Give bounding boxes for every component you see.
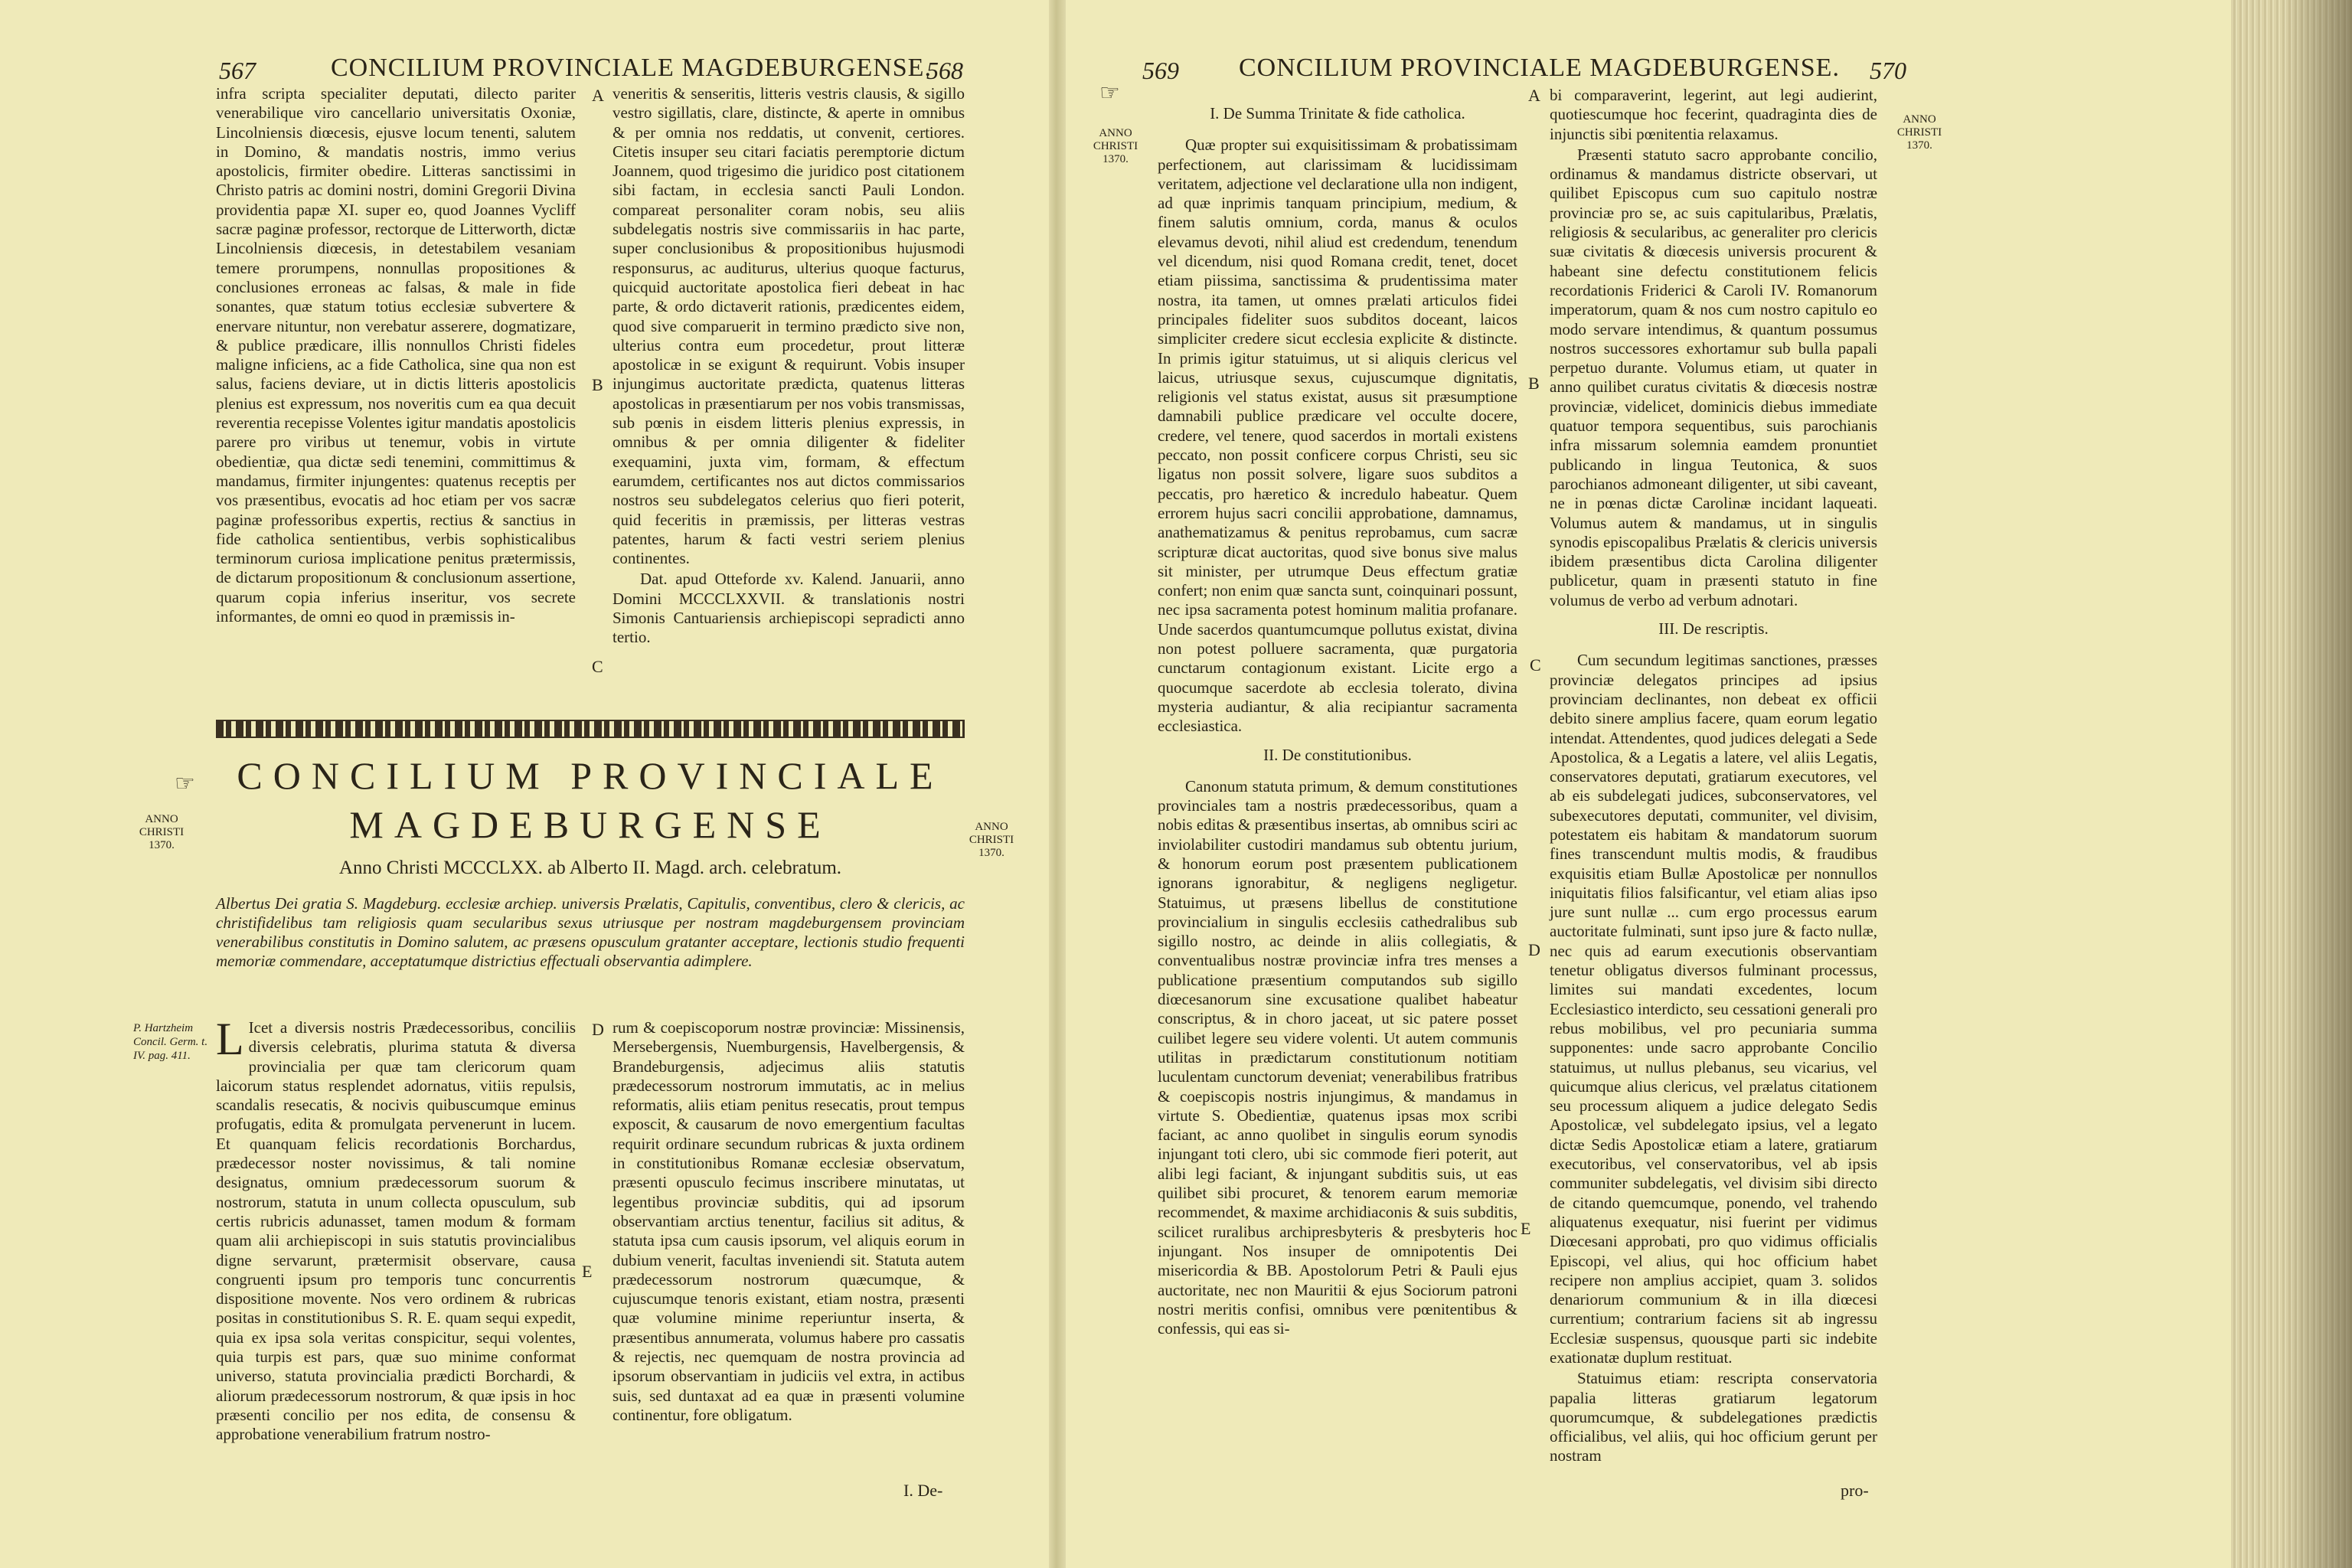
heading-constitutionibus: II. De constitutionibus.: [1263, 745, 1412, 764]
text-block: Statuimus etiam: rescripta conservatoria papalia litteras gratiarum legatorum quorumcumque, & subdelegationes prædictis officialibus, vel aliis, qui hoc officium gerunt per nostram: [1550, 1369, 1877, 1465]
running-header-left: CONCILIUM PROVINCIALE MAGDEBURGENSE.: [331, 54, 932, 82]
left-column-a-top: [216, 84, 576, 628]
margin-letter-a: A: [1528, 86, 1540, 105]
right-column-b: [1550, 86, 1877, 1468]
page-number-569: 569: [1142, 57, 1179, 84]
anno-christi-left: ANNO CHRISTI 1370.: [1093, 127, 1138, 165]
col-a-item: [1158, 136, 1517, 736]
margin-letter-d: D: [1528, 940, 1540, 959]
right-column-a: [1158, 95, 1517, 1340]
col-b-item: [1550, 145, 1877, 610]
page-number-570: 570: [1870, 57, 1906, 84]
catchword: I. De-: [903, 1481, 943, 1500]
catchword: pro-: [1841, 1481, 1869, 1500]
section-title-line-2: MAGDEBURGENSE: [349, 803, 831, 846]
section-subtitle: Anno Christi MCCCLXX. ab Alberto II. Magd. arch. celebratum.: [338, 858, 842, 878]
text-block: Cum secundum legitimas sanctiones, præsses provinciæ delegatos principes ad ipsius provinciam declinantes, non debeat ex officii debito sinere amplius facere, quam eorum legatio intendat. Attendentes, quod judices delegati a Sede Apostolica, & a Legatis a latere, vel aliis Legatis, conservatores deputati, gratiarum executores, vel ab eis subdelegati judices, subconservatores, vel subexecutores deputati, communiter, vel divisim, potestatem eis habitam & mandatorum suorum fines transcendunt multis modis, & fraudibus exquisitis etiam Bullæ Apostolicæ per nonnullos iniquitatis filios falsificantur, vel etiam alias ipso jure sunt nullæ ... cum ergo processus earum auctoritate fulminati, sunt ipso jure & facto nullæ, nec quis ad earum executionis observantiam tenetur obligatus diversos fulminant processus, limites sui mandati excedentes, locum Ecclesiastico interdicto, seu cessationi generali pro rebus mobilibus, vel pro pecuniaria summa supponentes: unde sacro approbante Concilio statuimus, ut nullus plebanus, seu vicarius, vel quicumque alius clericus, vel prælatus citationem seu processum aliquem a judice delegato Sedis Apostolicæ, vel subdelegato ipsius, vel a legato dictæ Sedis Apostolicæ etiam a latere, gratiarum executoribus, vel conservatoribus, vel ab ipsis communiter subdelegatis, vel divisim sibi directo de citando quemcumque, ponendo, vel trahendo aliquatenus exequatur, nisi fuerint per vidimus Diœcesani approbati, pro quo vidimus officialis Episcopi, vel alius, qui hoc officium habet recipere non amplius accipiet, quam 3. solidos denariorum communium & in illa diœcesi currentium; contrarium faciens sit ab ingressu Ecclesiæ suspensus, quousque parti sic indebite exationatæ duplum restituat.: [1550, 651, 1878, 1367]
left-page: [0, 0, 1049, 1568]
col-b-item: [1550, 619, 1877, 639]
col-b-item: [1550, 86, 1877, 144]
section-title-line-1: CONCILIUM PROVINCIALE: [237, 754, 944, 797]
date-line: Dat. apud Otteforde xv. Kalend. Januarii, anno Domini MCCCLXXVII. & translationis nostri Simonis Cantuariensis archiepiscopi sepradicti anno tertio.: [612, 570, 965, 647]
margin-letter-c: C: [592, 657, 603, 676]
text-block: rum & coepiscoporum nostræ provinciæ: Missinensis, Mersebergensis, Nuemburgensis, Havelbergensis, & Brandeburgensis, adjecimus aliis statutis prædecessorum nostrorum immutatis, ac in melius reformatis, aliis etiam penitus resecatis, prout tempus exposcit, & causarum de novo emergentium facultas requirit ordinare secundum rubricas & juxta ordinem in constitutionibus Romanæ ecclesiæ observatum, præsenti opusculo fecimus inscribere minutatas, ut legentibus provinciæ subditis, qui ad ipsorum observantiam arctius tenentur, facilius sit aditus, & statuta ipsa cum causis ipsorum, vel aliquis eorum in dubium venerit, facultas inveniendi sit. Statuta autem prædecessorum nostrorum quæcumque, & cujuscumque tenoris existant, etiam nostra, præsenti quæ volumine minime reperiuntur inserta, & præsentibus annumerata, volumus habere pro cassatis & rejectis, nec quemquam de nostra provincia ad ipsorum observantiam in judiciis vel extra, in actibus suis, sed duntaxat ad ea quæ in præsenti volumine continentur, fore obligatum.: [612, 1018, 965, 1424]
margin-letter-a: A: [592, 86, 604, 105]
col-b-item: [1550, 651, 1877, 1367]
col-a-item: [1158, 746, 1517, 765]
margin-letter-c: C: [1530, 655, 1541, 675]
margin-letter-e: E: [1521, 1219, 1531, 1238]
running-header-right: CONCILIUM PROVINCIALE MAGDEBURGENSE.: [1239, 54, 1840, 82]
left-column-b-bottom: [612, 1018, 965, 1426]
text-block: Icet a diversis nostris Prædecessoribus, conciliis diversis celebratis, plurima statuta & diversa provincialia per quæ tam clericorum quam laicorum status resplendet adornatus, vitiis repulsis, scandalis resecatis, & nocivis quibuscumque eminus profugatis, edita & promulgata pervenerunt in lucem. Et quanquam felicis recordationis Borchardus, prædecessor noster novissimus, & tali nomine designatus, omnium prædecessorum suorum & nostrorum, statuta in unum collecta opusculum, sub certis rubricis adunasset, tamen modum & formam quam alii archiepiscopi in suis statutis provincialibus digne servarunt, prætermisit observare, causa congruenti ipsum pro temporis tunc concurrentis dispositione movente. Nos vero ordinem & rubricas positas in constitutionibus S. R. E. quam sequi expedit, quia ex ipsa sola veritas conspicitur, sequi volentes, quia turpis est pars, quæ suo minime conformat universo, statuta provincialia prædicti Borchardi, & aliorum prædecessorum nostrorum, & quæ ipsis in hoc præsenti concilio per nos edita, de consensu & approbatione venerabilium fratrum nostro-: [216, 1018, 576, 1444]
drop-cap: L: [216, 1014, 244, 1064]
text-block: Quæ propter sui exquisitissimam & probatissimam perfectionem, aut clarissimam & lucidissimam veritatem, adjectione vel declaratione ulla non indigent, ad quæ inprimis tanquam principium, medium, & finem salutis omnium, corda, manus & oculos elevamus devoti, nihil aliud est credendum, tenendum vel dicendum, nisi quod Romana credit, tenet, docet etiam piissima, sanctissima & prudentissima mater nostra, ita tamen, ut omnes prælati articulos fidei principales fideliter suos subditos doceant, laicos simpliciter credere sicut ecclesia explicite & distincte. In primis igitur statuimus, ut si aliquis clericus vel laicus, utriusque sexus, cujuscumque dignitatis, religionis vel status existat, ausus sit præsumptione damnabili publice prædicare vel occulte docere, credere, vel tenere, quod sacerdos in mortali existens peccato, non possit conficere corpus Christi, seu sic ligatus non possit solvere, ligare suos subditos a peccatis, pro hæretico & incredulo habeatur. Quem errorem hujus sacri concilii approbatione, damnamus, anathematizamus & penitus reprobamus, cum sacræ scripturæ dicat auctoritas, quod sive bonus sive malus sit minister, per utrumque Deus effectum gratiæ confert; non enim quæ sancta sunt, coinquinari possunt, nec ipsa sacramenta potest hominum malitia profanare. Unde sacerdos quantumcumque pollutus existat, divina non potest polluere sacramenta, quæ purgatoria cunctarum contagionum existant. Licite ergo a quocumque sacerdote ab ecclesia tolerato, divina mysteria audiantur, & alia recipiantur sacramenta ecclesiastica.: [1158, 136, 1517, 736]
heading-summa-trinitate: I. De Summa Trinitate & fide catholica.: [1210, 104, 1465, 122]
preamble: Albertus Dei gratia S. Magdeburg. ecclesiæ archiep. universis Prælatis, Capitulis, conventibus, clero & clericis, ac christifidelibus tam religiosis quam secularibus sexus utriusque per nostram magdeburgensem provinciam venerabilibus constitutis in Domino salutem, ac præsens opusculum gratanter acceptare, lectionis studio frequenti memoriæ commendare, acceptatumque districtius effectuali observantia adimplere.: [216, 894, 965, 970]
text-block: Præsenti statuto sacro approbante concilio, ordinamus & mandamus districte observari, ut quilibet Episcopus cum suo capitulo nostræ provinciæ pro se, ac suis capitularibus, Prælatis, religiosis & secularibus, ac generaliter pro clericis suæ civitatis & diœcesis universis procurent & habeant sine defectu constitutionem felicis recordationis Friderici & Caroli IV. Romanorum imperatorum, quam & nos cum nostro capitulo eo modo servare intendimus, & quantum possumus nostros successores exhortamur sub bulla papali perpetuo durante. Volumus etiam, ut quater in anno quilibet curatus civitatis & diœcesis nostræ provinciæ, videlicet, dominicis diebus immediate quatuor tempora sequentibus, suis parochianis infra missarum solemnia eamdem pronuntiet publicando in lingua Teutonica, & suos parochianos admoneant diligenter, ut sibi caveant, ne in pœnas dictæ Carolinæ incidant laqueati. Volumus autem & mandamus, ut in singulis synodis episcopalibus Prælatis & clericis universis ibidem præsentibus dicta Carolina diligenter publicetur, quam in præsenti statuto in fine volumus de verbo ad verbum adnotari.: [1550, 145, 1877, 609]
left-column-a-bottom: [216, 1014, 576, 1446]
col-a-item: [1158, 777, 1517, 1339]
pointing-hand-icon: ☞: [1099, 80, 1120, 106]
text-block: infra scripta specialiter deputati, dilecto pariter venerabilique viro cancellario universitatis Oxoniæ, Lincolniensis diœcesis, ejusve locum tenenti, salutem in Domino, & mandatis nostris, immo verius apostolicis, firmiter obedire. Litteras sanctissimi in Christo patris ac domini nostri, domini Gregorii Divina providentia papæ XI. super eo, quod Joannes Vycliff sacræ paginæ professor, rectorque de Litterworth, dictæ Lincolniensis diœcesis, in detestabilem vesaniam temere prorumpens, nonnullas propositiones & conclusiones erroneas ac falsas, & male in fide sonantes, quæ statum totius ecclesiæ subvertere & enervare nituntur, non verebatur asserere, dogmatizare, & publice prædicare, illis nonnullos Christi fideles maligne inficiens, ac a fide Catholica, sine qua non est salus, faciens deviare, ut in dictis litteris apostolicis plenius est expressum, nos noveritis cum ea qua decuit reverentia recepisse Volentes igitur mandatis apostolicis parere pro viribus ut tenemur, vobis in virtute obedientiæ, qua dictæ sedi tenemini, committimus & mandamus, firmiter injungentes: quatenus receptis per vos præsentibus, evocatis ad hoc etiam per vos sacræ paginæ professoribus expertis, rectius & sanctius in fide catholica sentientibus, verbis sophisticalibus terminorum curiosa implicatione penitus prætermissis, de dictarum propositionum & conclusionum assertione, quarum copia inferius inseritur, vos secrete informantes, de omni eo quod in præmissis in-: [216, 84, 576, 626]
ornamental-rule: [216, 720, 965, 738]
anno-christi-left: ANNO CHRISTI 1370.: [139, 813, 185, 851]
text-block: Canonum statuta primum, & demum constitutiones provinciales tam a nostris prædecessoribus, quam a nobis editas & præsentibus insertas, ab omnibus sciri ac inviolabiliter custodiri mandamus sub obtentu jurium, & honorum eorum post præsentem publicationem ignorans ignorabitur, & negligens negligetur. Statuimus, ut præsens libellus de constitutione provincialium in singulis ecclesiis cathedralibus sub sigillo nostro, ac deinde in aliis collegiatis, & conventualibus nostræ provinciæ infra tres menses a publicatione præsentium computandos sub sigillo diœcesanorum sine excusatione qualibet habeatur conscriptus, & in choro jaceat, ut sic patere posset cuilibet legere seu videre volenti. Ut autem communis utilitas in prædictarum constitutionum notitiam luculentam cunctorum deveniat; venerabilibus fratribus & coepiscopis nostris injungimus, & mandamus in virtute S. Obedientiæ, quatenus ipsas mox scribi faciant, ac anno quolibet in singulis eorum synodis injungant toti clero, ubi sic commode fieri poterit, aut alibi legi faciant, & injungant subditis suis, ut eas quilibet sibi procuret, & tenorem earum memoriæ recommendet, & maxime archidiaconis & suis subditis, scilicet ruralibus archipresbyteris & presbyteris hoc injungant. Nos insuper de omnipotentis Dei misericordia & BB. Apostolorum Petri & Pauli ejus auctoritate, nec non Mauritii & ejus Sociorum patroni nostri meritis confisi, omnibus vere pœnitentibus & confessis, qui eas si-: [1158, 776, 1517, 1338]
text-block: bi comparaverint, legerint, aut legi audierint, quotiescumque hoc fecerint, quadraginta dies de injunctis sibi pœnitentia relaxamus.: [1550, 86, 1877, 143]
col-a-item: [1158, 104, 1517, 123]
left-column-b-top: [612, 84, 965, 649]
book-spine: [1047, 0, 1067, 1568]
page-number-568: 568: [926, 57, 963, 84]
side-note-hartzheim: P. Hartzheim Concil. Germ. t. IV. pag. 411.: [133, 1022, 208, 1062]
anno-christi-right: ANNO CHRISTI 1370.: [1896, 113, 1942, 152]
text-block: veneritis & senseritis, litteris vestris clausis, & sigillo vestro sigillatis, clare, distincte, & aperte in omnibus & per omnia nos reddatis, ut convenit, certiores. Citetis insuper seu citari faciatis peremptorie dictum Joannem, quod trigesimo die juridico post citationem sibi factam, in ecclesia sancti Pauli London. compareat personaliter coram nobis, seu aliis subdelegatis nostris sive commissariis in hac parte, super conclusionibus & propositionibus hujusmodi responsurus, ac auditurus, ulterius quoque facturus, quicquid auctoritate apostolica fieri debeat in hac parte, & ordo dictaverit rationis, prædicentes eidem, quod sive comparuerit in termino prædicto sive non, ulterius contra eum procedetur, prout litteræ apostolicæ in se exigunt & requirunt. Vobis insuper injungimus auctoritate prædicta, quatenus litteras apostolicas in præsentiarum per nos vobis transmissas, sub pœnis in eisdem litteris plenius expressis, in omnibus & per omnia diligenter & fideliter exequamini, juxta vim, formam, & effectum earumdem, certificantes nos aut dictos commissarios nostros seu subdelegatos celerius quo fieri poterit, quid feceritis in præmissis, per litteras vestras patentes, harum & facti vestri seriem plenius continentes.: [612, 84, 965, 568]
page-edges-shadow: [2282, 0, 2352, 1568]
margin-letter-b: B: [1528, 374, 1540, 393]
right-page: [1066, 0, 2231, 1568]
col-b-item: [1550, 1369, 1877, 1465]
page-number-567: 567: [219, 57, 256, 84]
heading-rescriptis: III. De rescriptis.: [1658, 619, 1769, 639]
anno-christi-right: ANNO CHRISTI 1370.: [969, 821, 1014, 859]
margin-letter-e: E: [582, 1262, 593, 1281]
margin-letter-d: D: [592, 1020, 604, 1039]
pointing-hand-icon: ☞: [175, 771, 195, 796]
margin-letter-b: B: [592, 375, 603, 394]
